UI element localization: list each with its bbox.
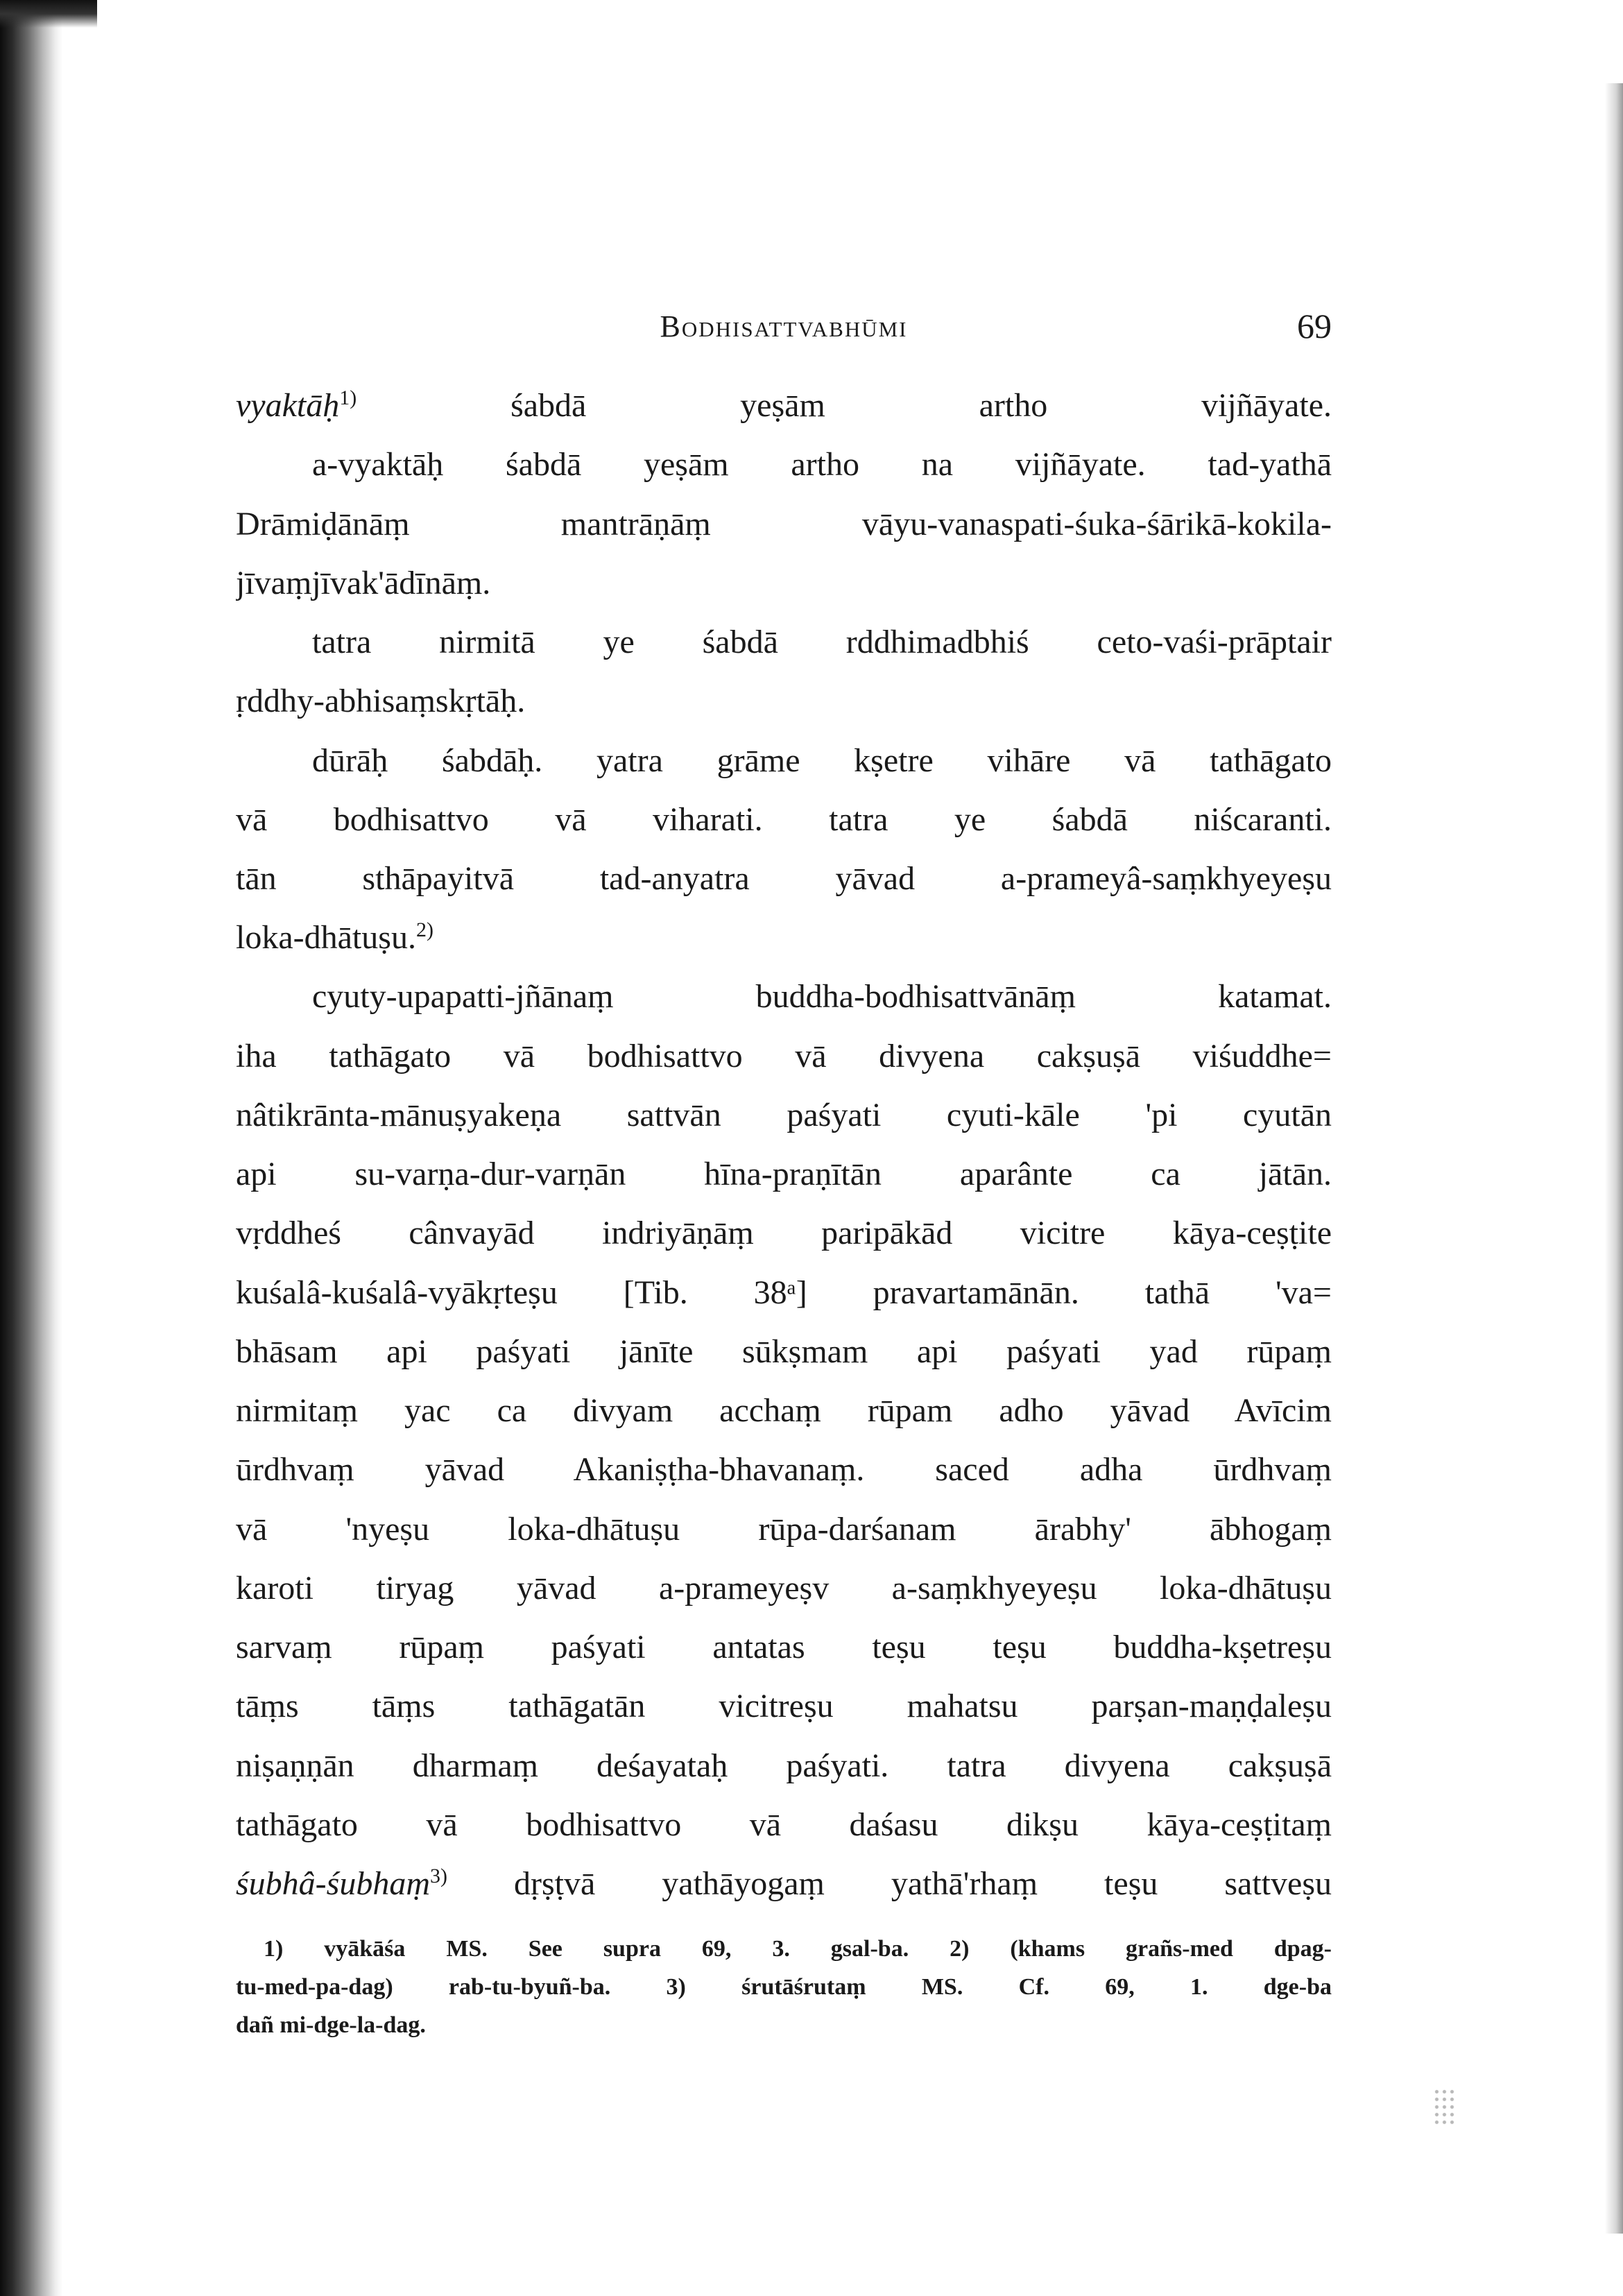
text-line [236,917,1332,960]
footnote-ref: 2) [415,918,433,941]
line-text: loka-dhātuṣu. [236,919,416,956]
scan-corner-shadow [0,0,97,28]
text-line: karoti tiryag yāvad a-prameyeṣv a-saṃkhyeyeṣu loka-dhātuṣu [236,1570,1332,1607]
footnote-line: dañ mi-dge-la-dag. [236,2012,426,2038]
text-line: nirmitaṃ yac ca divyam acchaṃ rūpam adho yāvad Avīcim [236,1392,1332,1429]
scan-speck [1433,2088,1457,2127]
text-line [236,1863,1332,1906]
italic-word: vyaktāḥ [236,387,340,424]
text-line: tāṃs tāṃs tathāgatān vicitreṣu mahatsu parṣan-maṇḍaleṣu [236,1688,1332,1724]
text-line: cyuty-upapatti-jñānaṃ buddha-bodhisattvānāṃ katamat. [312,978,1332,1015]
line-text: śabdā yeṣām artho vijñāyate. [357,387,1332,424]
line-text: dṛṣṭvā yathāyogaṃ yathā'rhaṃ teṣu sattveṣu [447,1865,1332,1902]
footnote-line: 1) vyākāśa MS. See supra 69, 3. gsal-ba. 2) (khams grañs-med dpag- [264,1936,1332,1962]
text-line: ṛddhy-abhisaṃskṛtāḥ. [236,683,526,719]
running-title: Bodhisattvabhūmi [660,309,908,343]
text-line: tān sthāpayitvā tad-anyatra yāvad a-prameyâ-saṃkhyeyeṣu [236,860,1332,897]
footnote-ref: 1) [339,386,357,409]
text-line: bhāsam api paśyati jānīte sūkṣmam api paśyati yad rūpaṃ [236,1333,1332,1370]
text-line: Drāmiḍānāṃ mantrāṇāṃ vāyu-vanaspati-śuka-śārikā-kokila- [236,506,1332,542]
text-line: jīvaṃjīvak'ādīnāṃ. [236,565,491,601]
text-line [236,385,1332,428]
text-line: a-vyaktāḥ śabdā yeṣām artho na vijñāyate. tad-yathā [312,446,1332,483]
page-edge-shadow [1605,83,1623,2234]
text-line: tathāgato vā bodhisattvo vā daśasu dikṣu kāya-ceṣṭitaṃ [236,1806,1332,1843]
text-line: nâtikrānta-mānuṣyakeṇa sattvān paśyati cyuti-kāle 'pi cyutān [236,1097,1332,1133]
text-line: dūrāḥ śabdāḥ. yatra grāme kṣetre vihāre vā tathāgato [312,742,1332,779]
text-line: vā 'nyeṣu loka-dhātuṣu rūpa-darśanam ārabhy' ābhogaṃ [236,1511,1332,1548]
text-line: api su-varṇa-dur-varṇān hīna-praṇītān aparânte ca jātān. [236,1156,1332,1192]
footnote-line: tu-med-pa-dag) rab-tu-byuñ-ba. 3) śrutāśrutaṃ MS. Cf. 69, 1. dge-ba [236,1974,1332,2000]
text-line: niṣaṇṇān dharmaṃ deśayataḥ paśyati. tatra divyena cakṣuṣā [236,1747,1332,1784]
footnote-ref: 3) [430,1865,448,1887]
text-line: kuśalâ-kuśalâ-vyākṛteṣu [Tib. 38ᵃ] pravartamānān. tathā 'va= [236,1274,1332,1311]
text-line: iha tathāgato vā bodhisattvo vā divyena cakṣuṣā viśuddhe= [236,1038,1332,1074]
text-line: vā bodhisattvo vā viharati. tatra ye śabdā niścaranti. [236,801,1332,838]
page-header [236,309,1332,357]
book-spine-shadow [0,0,62,2296]
text-line: sarvaṃ rūpaṃ paśyati antatas teṣu teṣu buddha-kṣetreṣu [236,1629,1332,1665]
page-number: 69 [1297,307,1332,345]
text-line: vṛddheś cânvayād indriyāṇāṃ paripākād vicitre kāya-ceṣṭite [236,1215,1332,1251]
italic-word: śubhâ-śubhaṃ [236,1865,431,1902]
text-line: ūrdhvaṃ yāvad Akaniṣṭha-bhavanaṃ. saced adha ūrdhvaṃ [236,1451,1332,1488]
text-line: tatra nirmitā ye śabdā rddhimadbhiś ceto-vaśi-prāptair [312,624,1332,660]
